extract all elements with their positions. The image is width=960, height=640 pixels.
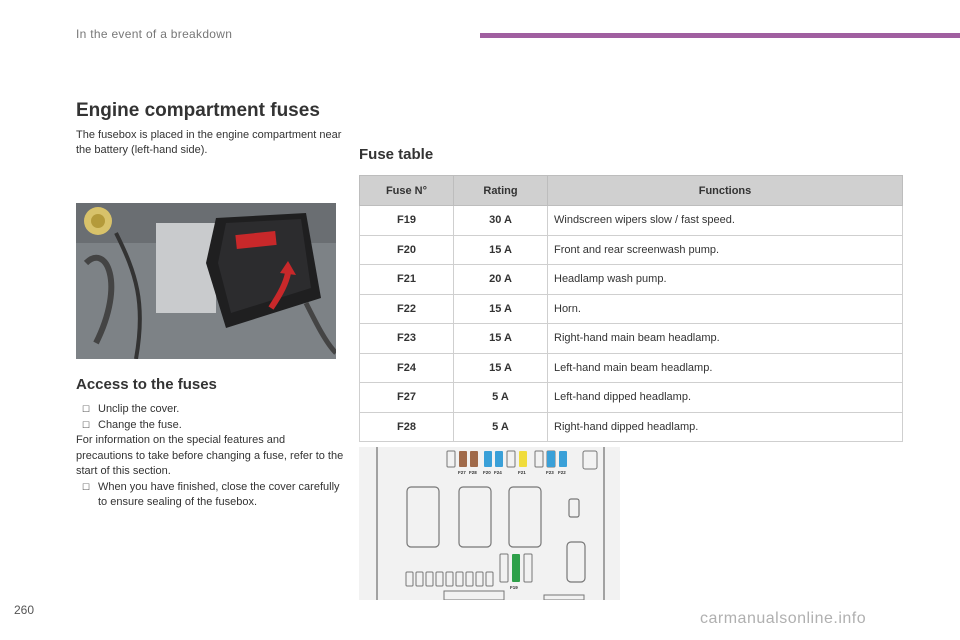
header-fuse: Fuse N°	[360, 176, 454, 206]
fuse-rating: 20 A	[454, 265, 548, 295]
fuse-function: Headlamp wash pump.	[548, 265, 903, 295]
fuse-number: F20	[360, 235, 454, 265]
table-row	[360, 235, 903, 265]
step-close-cover: ☐ When you have finished, close the cover carefully to ensure sealing of the fusebox.	[76, 480, 344, 511]
fuse-f28	[470, 451, 478, 467]
label-f22: F22	[558, 470, 566, 475]
fuse-f21	[519, 451, 527, 467]
fuse-number: F24	[360, 353, 454, 383]
intro-text: The fusebox is placed in the engine compartment near the battery (left-hand side).	[76, 129, 342, 156]
special-features-note: For information on the special features and precautions to take before changing a fuse, refer to the start of this section.	[76, 434, 344, 477]
fuse-f20	[484, 451, 492, 467]
access-heading: Access to the fuses	[76, 376, 217, 393]
fuse-function: Horn.	[548, 294, 903, 324]
fuse-rating: 15 A	[454, 324, 548, 354]
fuse-f22	[559, 451, 567, 467]
label-f23: F23	[546, 470, 554, 475]
fuse-rating: 15 A	[454, 353, 548, 383]
fuse-function: Left-hand dipped headlamp.	[548, 383, 903, 413]
fuse-number: F19	[360, 206, 454, 236]
fuse-table	[359, 175, 903, 442]
fuse-function: Front and rear screenwash pump.	[548, 235, 903, 265]
label-f27: F27	[458, 470, 466, 475]
table-row	[360, 324, 903, 354]
fuse-function: Left-hand main beam headlamp.	[548, 353, 903, 383]
label-f28: F28	[469, 470, 477, 475]
fuse-rating: 5 A	[454, 383, 548, 413]
table-row	[360, 265, 903, 295]
header-functions: Functions	[548, 176, 903, 206]
watermark: carmanualsonline.info	[700, 610, 867, 627]
fuse-f19	[512, 554, 520, 582]
page-number: 260	[14, 603, 35, 617]
fuse-rating: 15 A	[454, 235, 548, 265]
fuse-number: F27	[360, 383, 454, 413]
step-change-fuse: ☐ Change the fuse.	[76, 418, 344, 434]
fuse-f23	[547, 451, 555, 467]
label-f20: F20	[483, 470, 491, 475]
table-row	[360, 412, 903, 442]
fusebox-diagram	[359, 447, 620, 600]
table-row	[360, 383, 903, 413]
table-row	[360, 353, 903, 383]
label-f21: F21	[518, 470, 526, 475]
header-rating: Rating	[454, 176, 548, 206]
fuse-rating: 30 A	[454, 206, 548, 236]
fuse-f27	[459, 451, 467, 467]
step-unclip: ☐ Unclip the cover.	[76, 402, 344, 418]
fuse-number: F23	[360, 324, 454, 354]
fuse-function: Right-hand main beam headlamp.	[548, 324, 903, 354]
fuse-rating: 15 A	[454, 294, 548, 324]
table-row	[360, 206, 903, 236]
fuse-function: Right-hand dipped headlamp.	[548, 412, 903, 442]
header-accent-bar	[480, 33, 960, 38]
page-title: Engine compartment fuses	[76, 100, 320, 121]
section-label: In the event of a breakdown	[76, 27, 233, 41]
fuse-table-heading: Fuse table	[359, 146, 434, 163]
label-f19: F19	[510, 585, 518, 590]
fuse-number: F22	[360, 294, 454, 324]
fuse-rating: 5 A	[454, 412, 548, 442]
fuse-number: F28	[360, 412, 454, 442]
fuse-function: Windscreen wipers slow / fast speed.	[548, 206, 903, 236]
access-instructions	[76, 402, 344, 511]
label-f24: F24	[494, 470, 502, 475]
fuse-number: F21	[360, 265, 454, 295]
fuse-f24	[495, 451, 503, 467]
table-row	[360, 294, 903, 324]
table-header-row	[360, 176, 903, 206]
engine-compartment-photo	[76, 203, 336, 359]
